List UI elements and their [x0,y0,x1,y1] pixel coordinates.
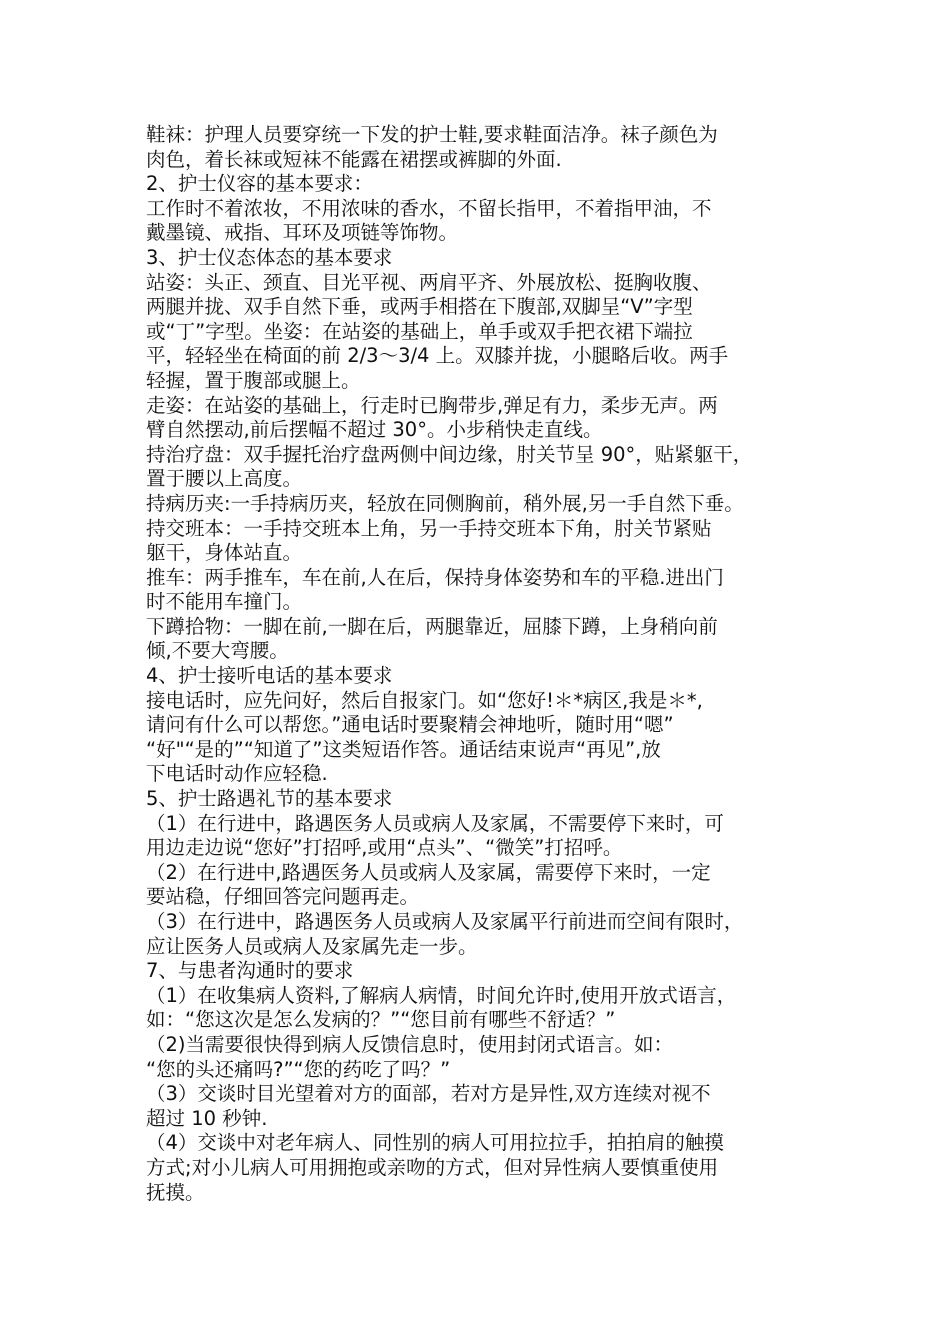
paragraph [146,787,836,812]
text-line: 7、与患者沟通时的要求 [146,959,354,983]
paragraph [146,861,836,910]
text-line: “您的头还痛吗?”“您的药吃了吗？” [146,1057,451,1081]
paragraph [146,664,836,689]
text-line: 持治疗盘：双手握托治疗盘两侧中间边缘，肘关节呈 90°，贴紧躯干， [146,442,753,466]
text-line: （3）在行进中，路遇医务人员或病人及家属平行前进而空间有限时， [146,910,744,933]
text-line: 工作时不着浓妆，不用浓味的香水，不留长指甲，不着指甲油，不 [146,196,712,220]
text-line: 躯干，身体站直。 [146,541,303,565]
paragraph [146,812,836,861]
text-line: 持交班本：一手持交班本上角，另一手持交班本下角，肘关节紧贴 [146,516,712,540]
paragraph [146,566,836,615]
text-line: 站姿：头正、颈直、目光平视、两肩平齐、外展放松、挺胸收腹、 [146,270,712,294]
text-line: （1）在收集病人资料,了解病人病情，时间允许时,使用开放式语言， [146,983,737,1007]
text-line: 倾,不要大弯腰。 [146,639,289,663]
text-line: 应让医务人员或病人及家属先走一步。 [146,934,478,958]
text-line: 要站稳，仔细回答完问题再走。 [146,885,420,909]
paragraph [146,959,836,984]
text-line: 下电话时动作应轻稳. [146,762,328,786]
text-line: 如：“您这次是怎么发病的？”“您目前有哪些不舒适？” [146,1008,616,1032]
text-line: （2）在行进中,路遇医务人员或病人及家属，需要停下来时，一定 [146,860,711,884]
text-line: 方式;对小儿病人可用拥抱或亲吻的方式，但对异性病人要慎重使用 [146,1155,719,1179]
text-line: 接电话时，应先问好，然后自报家门。如“您好!＊*病区,我是＊*, [146,688,703,712]
paragraph [146,443,836,492]
text-line: 用边走边说“您好”打招呼,或用“点头”、“微笑”打招呼。 [146,836,623,860]
paragraph [146,492,836,517]
paragraph [146,394,836,443]
paragraph [146,1033,836,1082]
text-line: 肉色，着长袜或短袜不能露在裙摆或裤脚的外面. [146,147,562,171]
text-line: “好"“是的”“知道了”这类短语作答。通话结束说声“再见”,放 [146,737,661,761]
paragraph [146,517,836,566]
text-line: 平，轻轻坐在椅面的前 2/3～3/4 上。双膝并拢，小腿略后收。两手 [146,344,729,368]
text-line: 超过 10 秒钟. [146,1106,268,1130]
text-line: 推车：两手推车，车在前,人在后，保持身体姿势和车的平稳.进出门 [146,565,724,589]
paragraph [146,984,836,1033]
text-line: 时不能用车撞门。 [146,590,303,614]
text-line: 走姿：在站姿的基础上，行走时已胸带步,弹足有力，柔步无声。两 [146,393,718,417]
text-line: 臂自然摆动,前后摆幅不超过 30°。小步稍快走直线。 [146,418,603,442]
text-line: （3）交谈时目光望着对方的面部，若对方是异性,双方连续对视不 [146,1082,711,1106]
text-line: （4）交谈中对老年病人、同性别的病人可用拉拉手，拍拍肩的触摸 [146,1131,724,1155]
text-line: 鞋袜：护理人员要穿统一下发的护士鞋,要求鞋面洁净。袜子颜色为 [146,123,718,146]
paragraph [146,615,836,664]
paragraph [146,689,836,787]
text-line: （2)当需要很快得到病人反馈信息时，使用封闭式语言。如： [146,1032,674,1056]
paragraph [146,910,836,959]
text-line: 轻握，置于腹部或腿上。 [146,368,361,392]
text-line: 置于腰以上高度。 [146,467,303,491]
text-line: 持病历夹:一手持病历夹，轻放在同侧胸前，稍外展,另一手自然下垂。 [146,491,744,515]
text-line: 抚摸。 [146,1180,205,1204]
text-line: 戴墨镜、戒指、耳环及项链等饰物。 [146,221,459,245]
text-line: 请问有什么可以帮您。”通电话时要聚精会神地听，随时用“嗯” [146,713,674,737]
paragraph [146,172,836,197]
paragraph [146,271,836,394]
paragraph [146,1082,836,1131]
paragraph [146,197,836,246]
text-line: 4、护士接听电话的基本要求 [146,664,393,688]
document-body [146,123,836,1205]
text-line: 5、护士路遇礼节的基本要求 [146,787,393,811]
paragraph [146,246,836,271]
text-line: 两腿并拢、双手自然下垂，或两手相搭在下腹部,双脚呈“V”字型 [146,295,693,319]
paragraph [146,1131,836,1205]
text-line: 下蹲拾物：一脚在前,一脚在后，两腿靠近，屈膝下蹲，上身稍向前 [146,614,718,638]
text-line: （1）在行进中，路遇医务人员或病人及家属，不需要停下来时，可 [146,811,724,835]
paragraph [146,123,836,172]
text-line: 2、护士仪容的基本要求： [146,172,373,196]
text-line: 或“丁”字型。坐姿：在站姿的基础上，单手或双手把衣裙下端拉 [146,319,693,343]
text-line: 3、护士仪态体态的基本要求 [146,245,393,269]
